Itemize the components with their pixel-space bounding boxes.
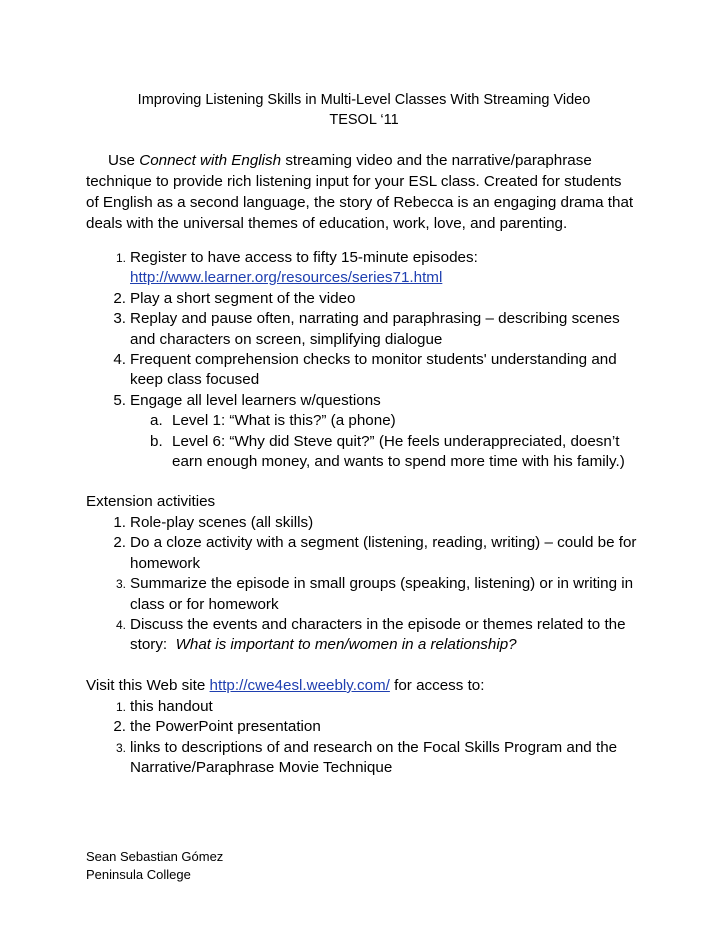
author-name: Sean Sebastian Gómez — [86, 849, 224, 864]
discussion-question: What is important to men/women in a relationship? — [175, 636, 517, 654]
intro-paragraph: Use Connect with English streaming video and the narrative/paraphrase technique to provide rich listening input for your ESL class. Created for students of English as a second language, the story of Rebecca is an engaging drama that deals with the universal themes of education, work, love, and parenting. — [86, 152, 634, 232]
extension-list — [86, 513, 666, 656]
list-item: 2. the PowerPoint presentation — [113, 718, 321, 736]
list-item: 1. Role-play scenes (all skills) — [113, 514, 314, 531]
visit-list — [86, 697, 666, 779]
list-item: 4. Discuss the events and characters in the episode or themes related to the story: What is important to men/women in a relationship? — [115, 616, 626, 654]
list-item: 3. links to descriptions of and research on the Focal Skills Program and the Narrative/Paraphrase Movie Technique — [115, 738, 618, 777]
list-item: 1. this handout — [115, 698, 213, 715]
extension-heading: Extension activities — [86, 493, 216, 510]
list-item: 3. Replay and pause often, narrating and paraphrasing – describing scenes and characters on screen, simplifying dialogue — [113, 310, 620, 348]
list-item: 2. Play a short segment of the video — [113, 289, 356, 307]
list-item: 2. Do a cloze activity with a segment (listening, reading, writing) – could be for homework — [113, 534, 637, 572]
sub-list-item: a. Level 1: “What is this?” (a phone) — [150, 412, 396, 430]
list-item: 4. Frequent comprehension checks to monitor students' understanding and keep class focused — [113, 351, 617, 389]
list-item: 3. Summarize the episode in small groups (speaking, listening) or in writing in class or for homework — [115, 575, 634, 613]
book-title: Connect with English — [139, 152, 282, 169]
author-footer — [86, 848, 223, 884]
doc-title: Improving Listening Skills in Multi-Level Classes With Streaming Video — [137, 92, 591, 108]
doc-subtitle: TESOL ‘11 — [329, 112, 399, 128]
author-org: Peninsula College — [86, 867, 191, 882]
cwe4esl-link[interactable]: http://cwe4esl.weebly.com/ — [209, 677, 390, 694]
list-item: 5. Engage all level learners w/questions — [113, 391, 381, 409]
visit-line: Visit this Web site http://cwe4esl.weebly.com/ for access to: — [86, 677, 485, 694]
list-item: 1. Register to have access to fifty 15-minute episodes: http://www.learner.org/resources/series71.html — [115, 249, 478, 287]
learner-link[interactable]: http://www.learner.org/resources/series71.html — [130, 269, 443, 287]
steps-list — [86, 248, 666, 472]
sub-list-item: b. Level 6: “Why did Steve quit?” (He feels underappreciated, doesn’t earn enough money, and wants to spend more time with his family.) — [150, 432, 625, 471]
